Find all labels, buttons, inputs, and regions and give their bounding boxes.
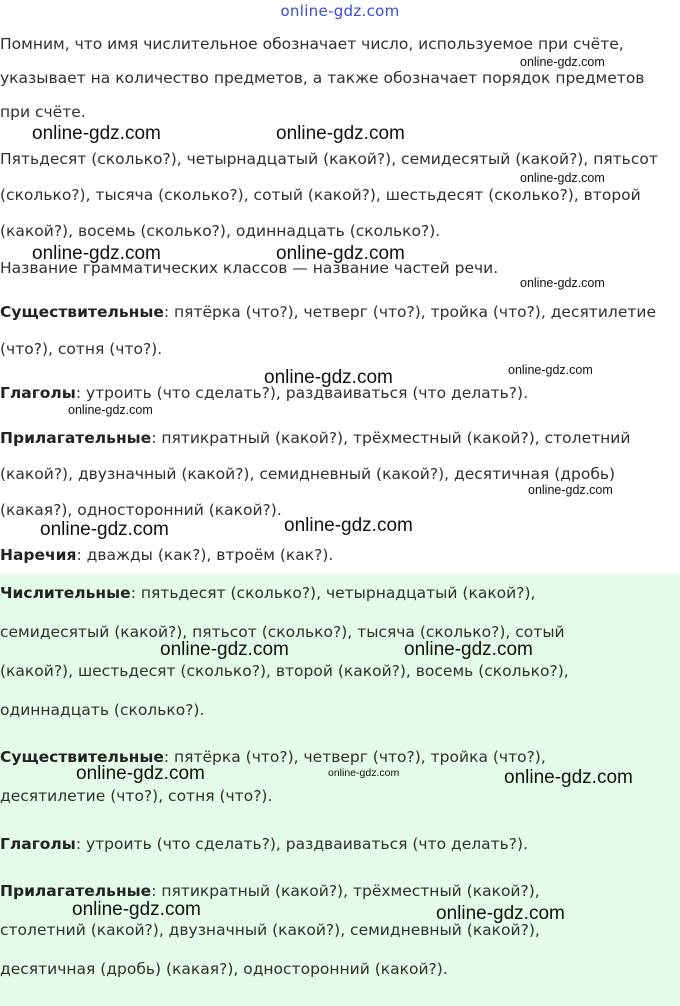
adverbs-text: : дважды (как?), втроём (как?). xyxy=(76,546,334,564)
green-adjectives-term: Прилагательные xyxy=(0,882,152,900)
nouns-text: (что?), сотня (что?). xyxy=(0,340,163,358)
nouns-text: : пятёрка (что?), четверг (что?), тройка (что?), десятилетие xyxy=(163,303,656,321)
watermark: online-gdz.com xyxy=(504,767,633,788)
green-adjectives-text: столетний (какой?), двузначный (какой?), семидневный (какой?), xyxy=(0,921,540,939)
adjectives-term: Прилагательные xyxy=(0,429,152,447)
intro-line: указывает на количество предметов, а также обозначает порядок предметов xyxy=(0,69,645,87)
verbs-text: : утроить (что сделать?), раздваиваться (что делать?). xyxy=(75,384,529,402)
numerals-line: (какой?), восемь (сколько?), одиннадцать (сколько?). xyxy=(0,222,441,240)
numerals-list-paragraph xyxy=(0,150,680,258)
adjectives-text: (какая?), односторонний (какой?). xyxy=(0,501,282,519)
watermark: online-gdz.com xyxy=(284,515,413,536)
green-nouns-text: десятилетие (что?), сотня (что?). xyxy=(0,787,273,805)
adjectives-text: : пятикратный (какой?), трёхместный (какой?), столетний xyxy=(151,429,631,447)
green-verbs-text: : утроить (что сделать?), раздваиваться (что делать?). xyxy=(75,835,529,853)
header-watermark-link[interactable]: online-gdz.com xyxy=(280,2,400,20)
intro-line: при счёте. xyxy=(0,103,86,121)
intro-line: Помним, что имя числительное обозначает число, используемое при счёте, xyxy=(0,35,624,53)
watermark: online-gdz.com xyxy=(68,403,153,417)
adjectives-text: (какой?), двузначный (какой?), семидневный (какой?), десятичная (дробь) xyxy=(0,465,616,483)
green-numerals-term: Числительные xyxy=(0,584,131,602)
watermark: online-gdz.com xyxy=(76,763,205,784)
classes-note-text: Название грамматических классов — название частей речи. xyxy=(0,259,499,277)
green-numerals-text: : пятьдесят (сколько?), четырнадцатый (какой?), xyxy=(130,584,536,602)
adverbs-term: Наречия xyxy=(0,546,77,564)
watermark: online-gdz.com xyxy=(32,123,161,144)
verbs-term: Глаголы xyxy=(0,384,76,402)
watermark: online-gdz.com xyxy=(528,483,613,497)
watermark: online-gdz.com xyxy=(32,243,161,264)
green-numerals-text: семидесятый (какой?), пятьсот (сколько?), тысяча (сколько?), сотый xyxy=(0,623,565,641)
numerals-line: Пятьдесят (сколько?), четырнадцатый (какой?), семидесятый (какой?), пятьсот xyxy=(0,150,658,168)
watermark: online-gdz.com xyxy=(508,363,593,377)
watermark: online-gdz.com xyxy=(436,903,565,924)
watermark: online-gdz.com xyxy=(520,55,605,69)
green-nouns-term: Существительные xyxy=(0,748,164,766)
watermark: online-gdz.com xyxy=(72,899,201,920)
green-numerals-text: одиннадцать (сколько?). xyxy=(0,701,205,719)
green-nouns-text: : пятёрка (что?), четверг (что?), тройка (что?), xyxy=(163,748,546,766)
watermark: online-gdz.com xyxy=(520,171,605,185)
nouns-term: Существительные xyxy=(0,303,164,321)
watermark: online-gdz.com xyxy=(160,639,289,660)
green-adjectives-text: : пятикратный (какой?), трёхместный (какой?), xyxy=(151,882,540,900)
watermark: online-gdz.com xyxy=(264,367,393,388)
adjectives-paragraph xyxy=(0,429,680,519)
watermark: online-gdz.com xyxy=(276,123,405,144)
green-verbs-term: Глаголы xyxy=(0,835,76,853)
nouns-paragraph xyxy=(0,303,680,358)
green-numerals-paragraph xyxy=(0,584,680,719)
green-adjectives-text: десятичная (дробь) (какая?), односторонний (какой?). xyxy=(0,960,448,978)
numerals-line: (сколько?), тысяча (сколько?), сотый (какой?), шестьдесят (сколько?), второй xyxy=(0,186,641,204)
watermark: online-gdz.com xyxy=(328,767,400,779)
green-adjectives-paragraph xyxy=(0,882,680,978)
watermark: online-gdz.com xyxy=(40,519,169,540)
watermark: online-gdz.com xyxy=(520,276,605,290)
green-numerals-text: (какой?), шестьдесят (сколько?), второй (какой?), восемь (сколько?), xyxy=(0,662,569,680)
intro-paragraph xyxy=(0,35,680,137)
adverbs-paragraph xyxy=(0,546,680,564)
watermark: online-gdz.com xyxy=(404,639,533,660)
watermark: online-gdz.com xyxy=(276,243,405,264)
green-verbs-paragraph xyxy=(0,835,680,853)
